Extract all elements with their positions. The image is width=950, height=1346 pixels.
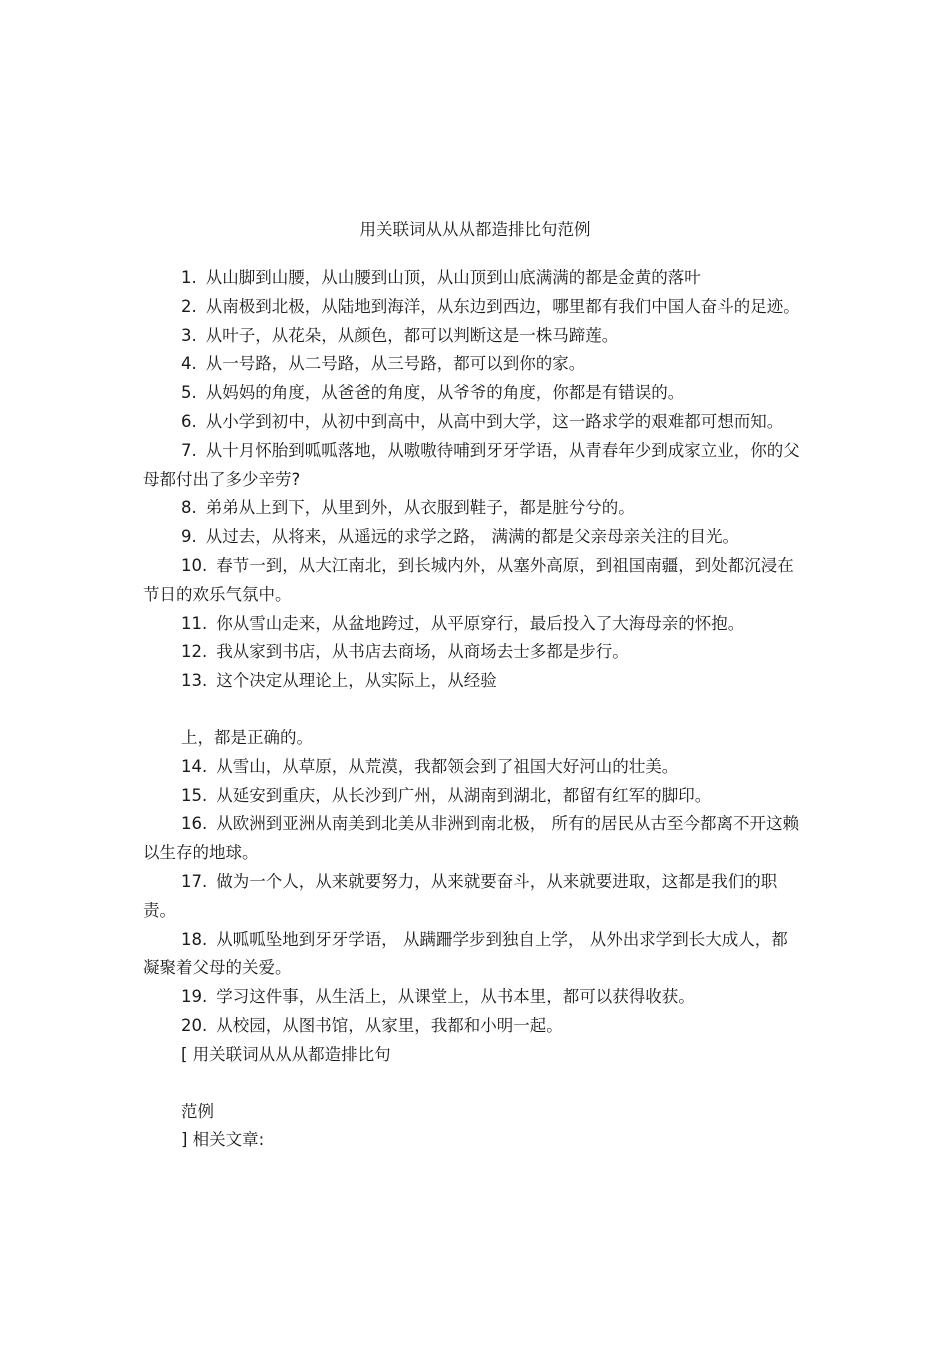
item-number: 6.: [181, 411, 197, 431]
item-text: 从小学到初中，从初中到高中，从高中到大学，这一路求学的艰难都可想而知。: [205, 411, 784, 431]
item-number: 3.: [181, 325, 197, 345]
item-number: 16.: [181, 814, 208, 834]
list-item: [143, 868, 803, 926]
item-number: 19.: [181, 987, 208, 1007]
item-continuation: 上，都是正确的。: [181, 727, 313, 747]
list-item: [143, 810, 803, 868]
document-body: [143, 264, 803, 1155]
list-item: [143, 322, 803, 351]
item-text: 从雪山，从草原，从荒漠，我都领会到了祖国大好河山的壮美。: [216, 756, 679, 776]
item-number: 9.: [181, 527, 197, 547]
footer-line: 范例: [181, 1101, 214, 1121]
list-item: [143, 926, 803, 984]
item-number: 10.: [181, 555, 208, 575]
item-number: 5.: [181, 383, 197, 403]
item-text: 从南极到北极，从陆地到海洋，从东边到西边，哪里都有我们中国人奋斗的足迹。: [205, 296, 800, 316]
footer-line: [ 用关联词从从从都造排比句: [181, 1044, 391, 1064]
item-text: 学习这件事，从生活上，从课堂上，从书本里，都可以获得收获。: [216, 987, 695, 1007]
list-item: [143, 408, 803, 437]
item-number: 17.: [181, 871, 208, 891]
item-number: 4.: [181, 354, 197, 374]
item-text: 弟弟从上到下，从里到外，从衣服到鞋子，都是脏兮兮的。: [205, 498, 635, 518]
item-text: 春节一到，从大江南北，到长城内外，从塞外高原，到祖国南疆，到处都沉浸在节日的欢乐气氛中。: [143, 555, 794, 604]
item-number: 13.: [181, 671, 208, 691]
list-item: [143, 350, 803, 379]
list-item: [143, 1012, 803, 1041]
paragraph-gap: [143, 696, 803, 724]
item-text: 从叶子，从花朵，从颜色，都可以判断这是一株马蹄莲。: [205, 325, 619, 345]
list-item: [143, 638, 803, 667]
item-text: 从一号路，从二号路，从三号路，都可以到你的家。: [205, 354, 586, 374]
list-item: [143, 494, 803, 523]
item-text: 从山脚到山腰，从山腰到山顶，从山顶到山底满满的都是金黄的落叶: [205, 268, 701, 287]
item-number: 14.: [181, 756, 208, 776]
item-number: 18.: [181, 929, 208, 949]
item-number: 11.: [181, 613, 208, 633]
item-number: 7.: [181, 440, 197, 460]
document-title: 用关联词从从从都造排比句范例: [359, 220, 591, 239]
list-item: [143, 293, 803, 322]
paragraph-gap: [143, 1070, 803, 1098]
item-text: 从呱呱坠地到牙牙学语， 从蹒跚学步到独自上学， 从外出求学到长大成人，都凝聚着父母的关爱。: [143, 929, 788, 978]
item-text: 从妈妈的角度，从爸爸的角度，从爷爷的角度，你都是有错误的。: [205, 383, 685, 403]
item-text: 你从雪山走来，从盆地跨过，从平原穿行，最后投入了大海母亲的怀抱。: [216, 613, 745, 633]
item-text: 从欧洲到亚洲从南美到北美从非洲到南北极， 所有的居民从古至今都离不开这赖以生存的地球。: [143, 814, 799, 863]
item-text: 从十月怀胎到呱呱落地，从嗷嗷待哺到牙牙学语，从青春年少到成家立业，你的父母都付出了多少辛劳?: [143, 440, 800, 489]
list-item: [143, 753, 803, 782]
item-number: 8.: [181, 498, 197, 518]
list-item: [143, 667, 803, 696]
item-number: 12.: [181, 642, 208, 662]
item-text: 这个决定从理论上，从实际上，从经验: [216, 671, 497, 691]
list-item: [143, 523, 803, 552]
item-text: 做为一个人，从来就要努力，从来就要奋斗，从来就要进取，这都是我们的职责。: [143, 871, 778, 920]
item-number: 20.: [181, 1015, 208, 1035]
list-item: [143, 437, 803, 495]
list-item: [143, 379, 803, 408]
item-number: 15.: [181, 785, 208, 805]
item-text: 从延安到重庆，从长沙到广州，从湖南到湖北，都留有红军的脚印。: [216, 785, 712, 805]
item-number: 1.: [181, 268, 197, 287]
item-text: 从过去，从将来，从遥远的求学之路， 满满的都是父亲母亲关注的目光。: [205, 527, 739, 547]
list-item: [143, 552, 803, 610]
footer-line: ] 相关文章:: [181, 1130, 265, 1150]
item-text: 我从家到书店，从书店去商场，从商场去士多都是步行。: [216, 642, 629, 662]
list-item: [143, 983, 803, 1012]
item-number: 2.: [181, 296, 197, 316]
list-item: [143, 610, 803, 639]
item-text: 从校园，从图书馆，从家里，我都和小明一起。: [216, 1015, 563, 1035]
list-item: [143, 264, 803, 293]
list-item: [143, 782, 803, 811]
